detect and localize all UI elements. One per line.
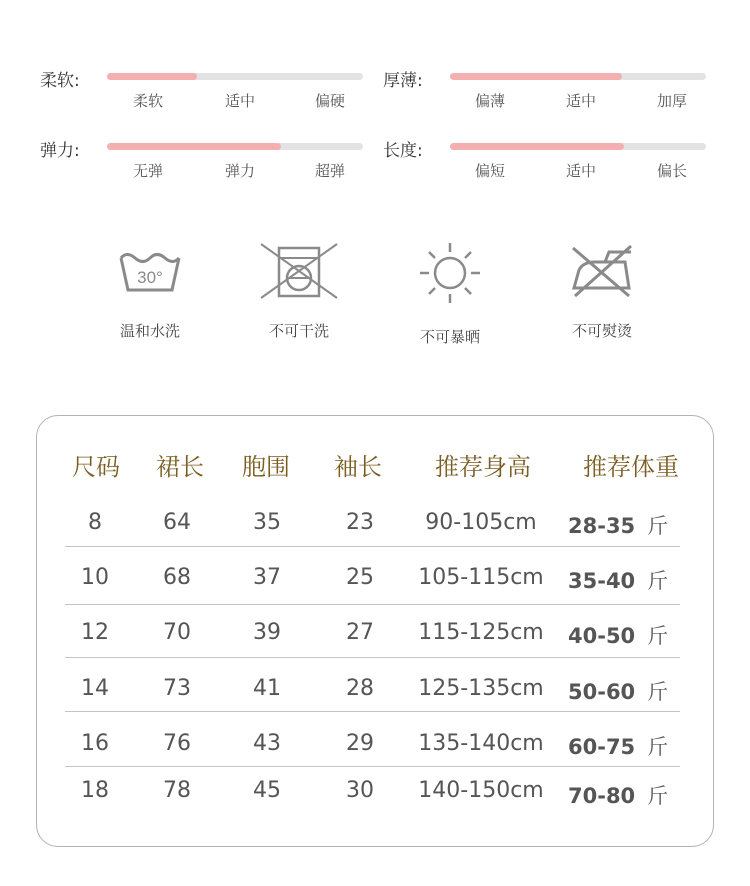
- cell-weight-value: 60-75: [568, 735, 636, 759]
- length-option-1: 偏短: [474, 162, 506, 180]
- cell-size: 16: [81, 731, 109, 756]
- cell-weight: [568, 510, 668, 540]
- cell-weight-value: 28-35: [568, 514, 636, 538]
- elasticity-attribute: [40, 136, 370, 182]
- wash-temp-text: 30°: [137, 268, 163, 287]
- cell-sleeve: 28: [346, 676, 374, 701]
- cell-size: 10: [81, 565, 109, 590]
- cell-sleeve: 27: [346, 620, 374, 645]
- row-divider: [65, 766, 680, 767]
- weight-unit: 斤: [647, 624, 669, 648]
- care-gentle-wash-label: 温和水洗: [119, 322, 180, 340]
- care-no-dry-clean-label: 不可干洗: [268, 322, 329, 340]
- header-height: 推荐身高: [435, 453, 531, 481]
- cell-bust: 43: [253, 731, 281, 756]
- thickness-fill: [450, 73, 622, 80]
- softness-label: 柔软:: [40, 71, 80, 91]
- cell-bust: 37: [253, 565, 281, 590]
- length-option-3: 偏长: [656, 162, 688, 180]
- cell-length: 73: [163, 676, 191, 701]
- care-no-dry-clean: [239, 240, 359, 341]
- thickness-attribute: [383, 66, 713, 112]
- thickness-option-2: 适中: [565, 92, 597, 110]
- no-sun-icon: [415, 240, 485, 306]
- cell-bust: 39: [253, 620, 281, 645]
- weight-unit: 斤: [647, 514, 669, 538]
- thickness-track: [450, 73, 706, 80]
- softness-fill: [107, 73, 197, 80]
- cell-weight-value: 70-80: [568, 784, 636, 808]
- weight-unit: 斤: [647, 784, 669, 808]
- cell-length: 70: [163, 620, 191, 645]
- elasticity-fill: [107, 143, 281, 150]
- cell-weight-value: 35-40: [568, 569, 636, 593]
- cell-length: 78: [163, 778, 191, 803]
- length-label: 长度:: [383, 141, 423, 161]
- header-length: 裙长: [156, 453, 204, 481]
- care-no-sun-label: 不可暴晒: [419, 328, 480, 346]
- cell-size: 14: [81, 676, 109, 701]
- cell-weight: [568, 565, 668, 595]
- cell-bust: 45: [253, 778, 281, 803]
- softness-option-3: 偏硬: [314, 92, 346, 110]
- row-divider: [65, 604, 680, 605]
- weight-unit: 斤: [647, 569, 669, 593]
- wash-30-icon: [115, 240, 185, 300]
- cell-sleeve: 23: [346, 510, 374, 535]
- cell-height: 135-140cm: [418, 731, 544, 756]
- cell-bust: 41: [253, 676, 281, 701]
- cell-height: 115-125cm: [418, 620, 544, 645]
- cell-length: 68: [163, 565, 191, 590]
- elasticity-option-1: 无弹: [132, 162, 164, 180]
- care-no-iron: [542, 240, 662, 341]
- cell-bust: 35: [253, 510, 281, 535]
- cell-sleeve: 29: [346, 731, 374, 756]
- cell-height: 105-115cm: [418, 565, 544, 590]
- care-no-iron-label: 不可熨烫: [571, 322, 632, 340]
- care-no-sun: [390, 240, 510, 347]
- elasticity-label: 弹力:: [40, 141, 80, 161]
- thickness-label: 厚薄:: [383, 71, 423, 91]
- cell-weight: [568, 780, 668, 810]
- cell-weight: [568, 676, 668, 706]
- header-weight: 推荐体重: [583, 453, 679, 481]
- header-sleeve: 袖长: [334, 453, 382, 481]
- softness-option-1: 柔软: [132, 92, 164, 110]
- row-divider: [65, 711, 680, 712]
- cell-height: 90-105cm: [425, 510, 537, 535]
- cell-size: 12: [81, 620, 109, 645]
- header-bust: 胞围: [242, 453, 290, 481]
- row-divider: [65, 546, 680, 547]
- cell-sleeve: 25: [346, 565, 374, 590]
- cell-size: 18: [81, 778, 109, 803]
- elasticity-option-3: 超弹: [314, 162, 346, 180]
- length-fill: [450, 143, 624, 150]
- cell-length: 64: [163, 510, 191, 535]
- weight-unit: 斤: [647, 680, 669, 704]
- row-divider: [65, 657, 680, 658]
- cell-height: 140-150cm: [418, 778, 544, 803]
- weight-unit: 斤: [647, 735, 669, 759]
- softness-attribute: [40, 66, 370, 112]
- care-gentle-wash: [90, 240, 210, 341]
- elasticity-track: [107, 143, 363, 150]
- softness-track: [107, 73, 363, 80]
- elasticity-option-2: 弹力: [224, 162, 256, 180]
- cell-weight-value: 40-50: [568, 624, 636, 648]
- cell-size: 8: [88, 510, 102, 535]
- cell-weight-value: 50-60: [568, 680, 636, 704]
- length-track: [450, 143, 706, 150]
- softness-option-2: 适中: [224, 92, 256, 110]
- no-dry-clean-icon: [259, 240, 339, 300]
- no-iron-icon: [567, 240, 637, 300]
- cell-length: 76: [163, 731, 191, 756]
- cell-weight: [568, 731, 668, 761]
- cell-sleeve: 30: [346, 778, 374, 803]
- length-option-2: 适中: [565, 162, 597, 180]
- cell-weight: [568, 620, 668, 650]
- thickness-option-1: 偏薄: [474, 92, 506, 110]
- cell-height: 125-135cm: [418, 676, 544, 701]
- header-size: 尺码: [72, 453, 120, 481]
- length-attribute: [383, 136, 713, 182]
- thickness-option-3: 加厚: [656, 92, 688, 110]
